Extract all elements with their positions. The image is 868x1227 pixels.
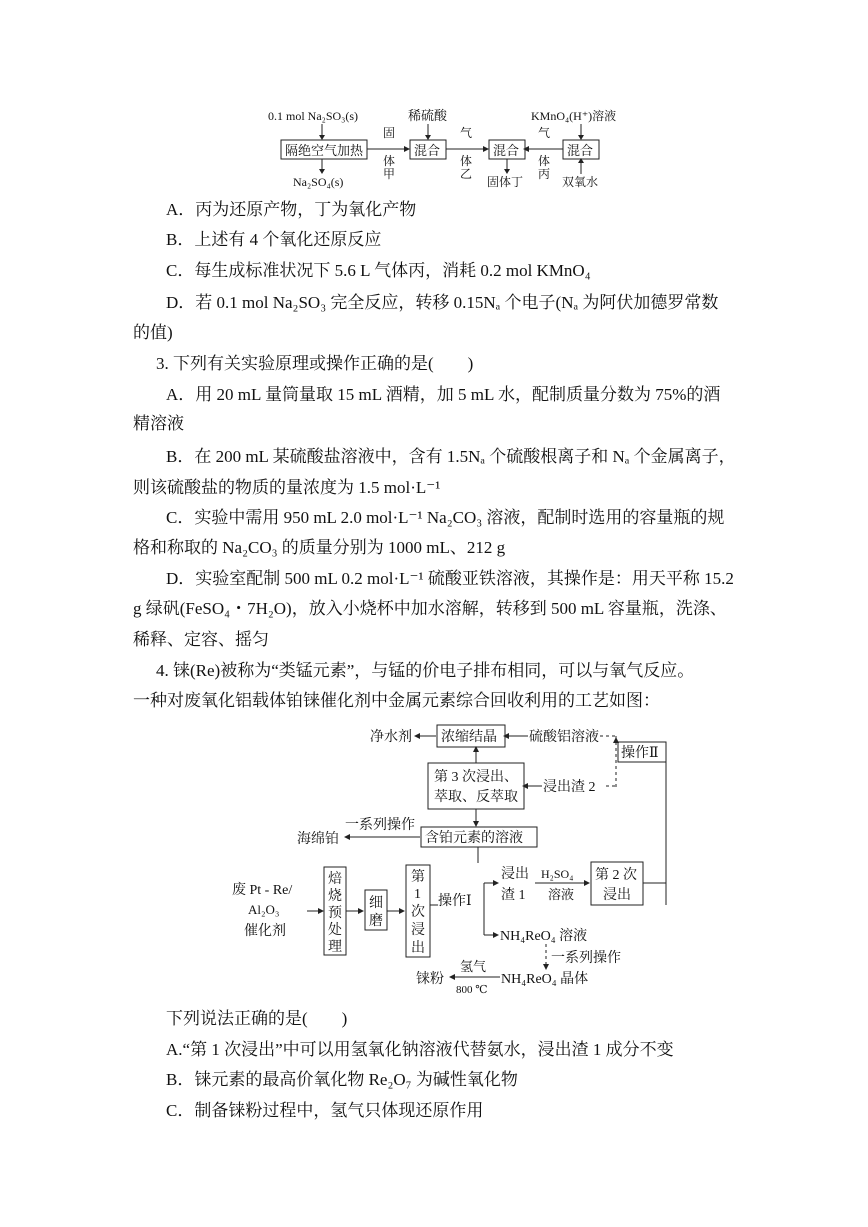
rhenium-recovery-flow-diagram — [0, 715, 868, 1015]
solid-ding-label: 固体丁 — [487, 175, 524, 189]
gas-bing-1: 气 — [538, 126, 551, 140]
svg-text:烧: 烧 — [328, 889, 342, 904]
second-leach-line1: 第 2 次 — [595, 868, 637, 883]
q3-option-b-line2: 则该硫酸盐的物质的量浓度为 1.5 mol·L⁻¹ — [133, 478, 441, 497]
svg-text:第 3 次浸出、: 第 3 次浸出、 — [434, 770, 518, 785]
nh4reo4-solution-label: NH₄ReO₄ 溶液 — [500, 929, 588, 944]
svg-text:细: 细 — [369, 896, 383, 911]
q4-question: 下列说法正确的是( ) — [166, 1009, 348, 1028]
svg-text:理: 理 — [328, 940, 342, 955]
feed-line3: 催化剂 — [244, 924, 286, 939]
q4-option-c: C．制备铼粉过程中，氢气只体现还原作用 — [166, 1101, 484, 1120]
temp-label: 800 ℃ — [456, 984, 488, 996]
solid-jia-1: 固 — [383, 126, 396, 140]
svg-text:含铂元素的溶液: 含铂元素的溶液 — [425, 831, 523, 846]
svg-text:浸: 浸 — [411, 923, 425, 938]
gas-yi-3: 乙 — [460, 167, 473, 181]
svg-text:混合: 混合 — [567, 143, 594, 158]
na2so3-label: 0.1 mol Na₂SO₃(s) — [268, 109, 359, 123]
q2-option-c: C．每生成标准状况下 5.6 L 气体丙，消耗 0.2 mol KMnO₄ — [166, 261, 591, 280]
svg-text:出: 出 — [411, 941, 425, 956]
heat-box-label: 隔绝空气加热 — [285, 143, 364, 158]
q3-option-d-line2: g 绿矾(FeSO₄・7H₂O)，放入小烧杯中加水溶解，转移到 500 mL 容量瓶，洗涤、 — [133, 599, 727, 618]
svg-text:处: 处 — [328, 923, 342, 938]
svg-text:萃取、反萃取: 萃取、反萃取 — [434, 790, 518, 805]
sponge-pt-label: 海绵铂 — [297, 832, 339, 847]
series-op-label: 一系列操作 — [345, 818, 415, 833]
q2-option-d-line2: 的值) — [133, 323, 173, 342]
q3-option-c-line2: 格和称取的 Na₂CO₃ 的质量分别为 1000 mL、212 g — [133, 538, 506, 557]
svg-text:1: 1 — [414, 887, 421, 902]
solid-jia-2: 体 — [383, 154, 396, 168]
q3-stem: 3. 下列有关实验原理或操作正确的是( ) — [156, 354, 474, 373]
q2-option-d-line1: D．若 0.1 mol Na₂SO₃ 完全反应，转移 0.15Nₐ 个电子(Nₐ 为阿伏加德罗常数 — [166, 293, 719, 312]
q3-option-a-line2: 精溶液 — [133, 414, 184, 433]
q3-option-d-line1: D．实验室配制 500 mL 0.2 mol·L⁻¹ 硫酸亚铁溶液，其操作是：用天平称 15.2 — [166, 569, 734, 588]
svg-text:第: 第 — [411, 870, 425, 885]
q2-option-b: B．上述有 4 个氧化还原反应 — [166, 230, 382, 249]
q3-option-b-line1: B．在 200 mL 某硫酸盐溶液中，含有 1.5Nₐ 个硫酸根离子和 Nₐ 个金属离子， — [166, 447, 736, 466]
svg-text:操作Ⅱ: 操作Ⅱ — [621, 746, 659, 761]
residue1-line2: 渣 1 — [501, 888, 526, 903]
hydrogen-label: 氢气 — [460, 959, 487, 974]
h2so4-solution-label: 溶液 — [548, 887, 575, 902]
q3-option-a-line1: A．用 20 mL 量筒量取 15 mL 酒精，加 5 mL 水，配制质量分数为 75%的酒 — [166, 385, 721, 404]
svg-text:混合: 混合 — [414, 143, 441, 158]
nh4reo4-crystal-label: NH₄ReO₄ 晶体 — [501, 972, 589, 987]
op1-label: 操作Ⅰ — [438, 894, 472, 909]
reaction-flow-diagram — [0, 0, 868, 200]
al-sulfate-label: 硫酸铝溶液 — [529, 730, 599, 745]
svg-text:预: 预 — [328, 906, 342, 921]
kmno4-label: KMnO₄(H⁺)溶液 — [531, 109, 617, 123]
gas-yi-1: 气 — [460, 126, 473, 140]
h2so4-label: H₂SO₄ — [541, 867, 574, 881]
na2so4-label: Na₂SO₄(s) — [293, 175, 344, 189]
residue2-label: 浸出渣 2 — [543, 780, 596, 795]
feed-line1: 废 Pt - Re/ — [232, 883, 293, 898]
svg-text:浓缩结晶: 浓缩结晶 — [441, 730, 497, 745]
purifier-label: 净水剂 — [370, 730, 412, 745]
feed-line2: Al₂O₃ — [248, 902, 280, 917]
q4-stem-line1: 4. 铼(Re)被称为“类锰元素”，与锰的价电子排布相同，可以与氧气反应。 — [156, 661, 695, 680]
acid-label: 稀硫酸 — [408, 108, 448, 123]
residue1-line1: 浸出 — [501, 867, 529, 882]
q4-option-a: A.“第 1 次浸出”中可以用氢氧化钠溶液代替氨水，浸出渣 1 成分不变 — [166, 1040, 674, 1059]
gas-bing-2: 体 — [538, 154, 551, 168]
q2-option-a: A．丙为还原产物，丁为氧化产物 — [166, 200, 417, 219]
gas-bing-3: 丙 — [538, 167, 551, 181]
q4-option-b: B．铼元素的最高价氧化物 Re₂O₇ 为碱性氧化物 — [166, 1070, 518, 1089]
second-leach-line2: 浸出 — [603, 888, 631, 903]
solid-jia-3: 甲 — [383, 167, 396, 181]
q3-option-c-line1: C．实验中需用 950 mL 2.0 mol·L⁻¹ Na₂CO₃ 溶液，配制时选用的容量瓶的规 — [166, 508, 725, 527]
svg-text:焙: 焙 — [328, 872, 342, 887]
svg-text:混合: 混合 — [493, 143, 520, 158]
gas-yi-2: 体 — [460, 154, 473, 168]
svg-text:次: 次 — [411, 905, 425, 920]
svg-text:磨: 磨 — [369, 914, 383, 929]
h2o2-label: 双氧水 — [562, 175, 599, 189]
q3-option-d-line3: 稀释、定容、摇匀 — [133, 630, 269, 649]
re-powder-label: 铼粉 — [416, 972, 444, 987]
q4-stem-line2: 一种对废氧化铝载体铂铼催化剂中金属元素综合回收利用的工艺如图： — [133, 691, 660, 710]
series-op2-label: 一系列操作 — [551, 951, 621, 966]
